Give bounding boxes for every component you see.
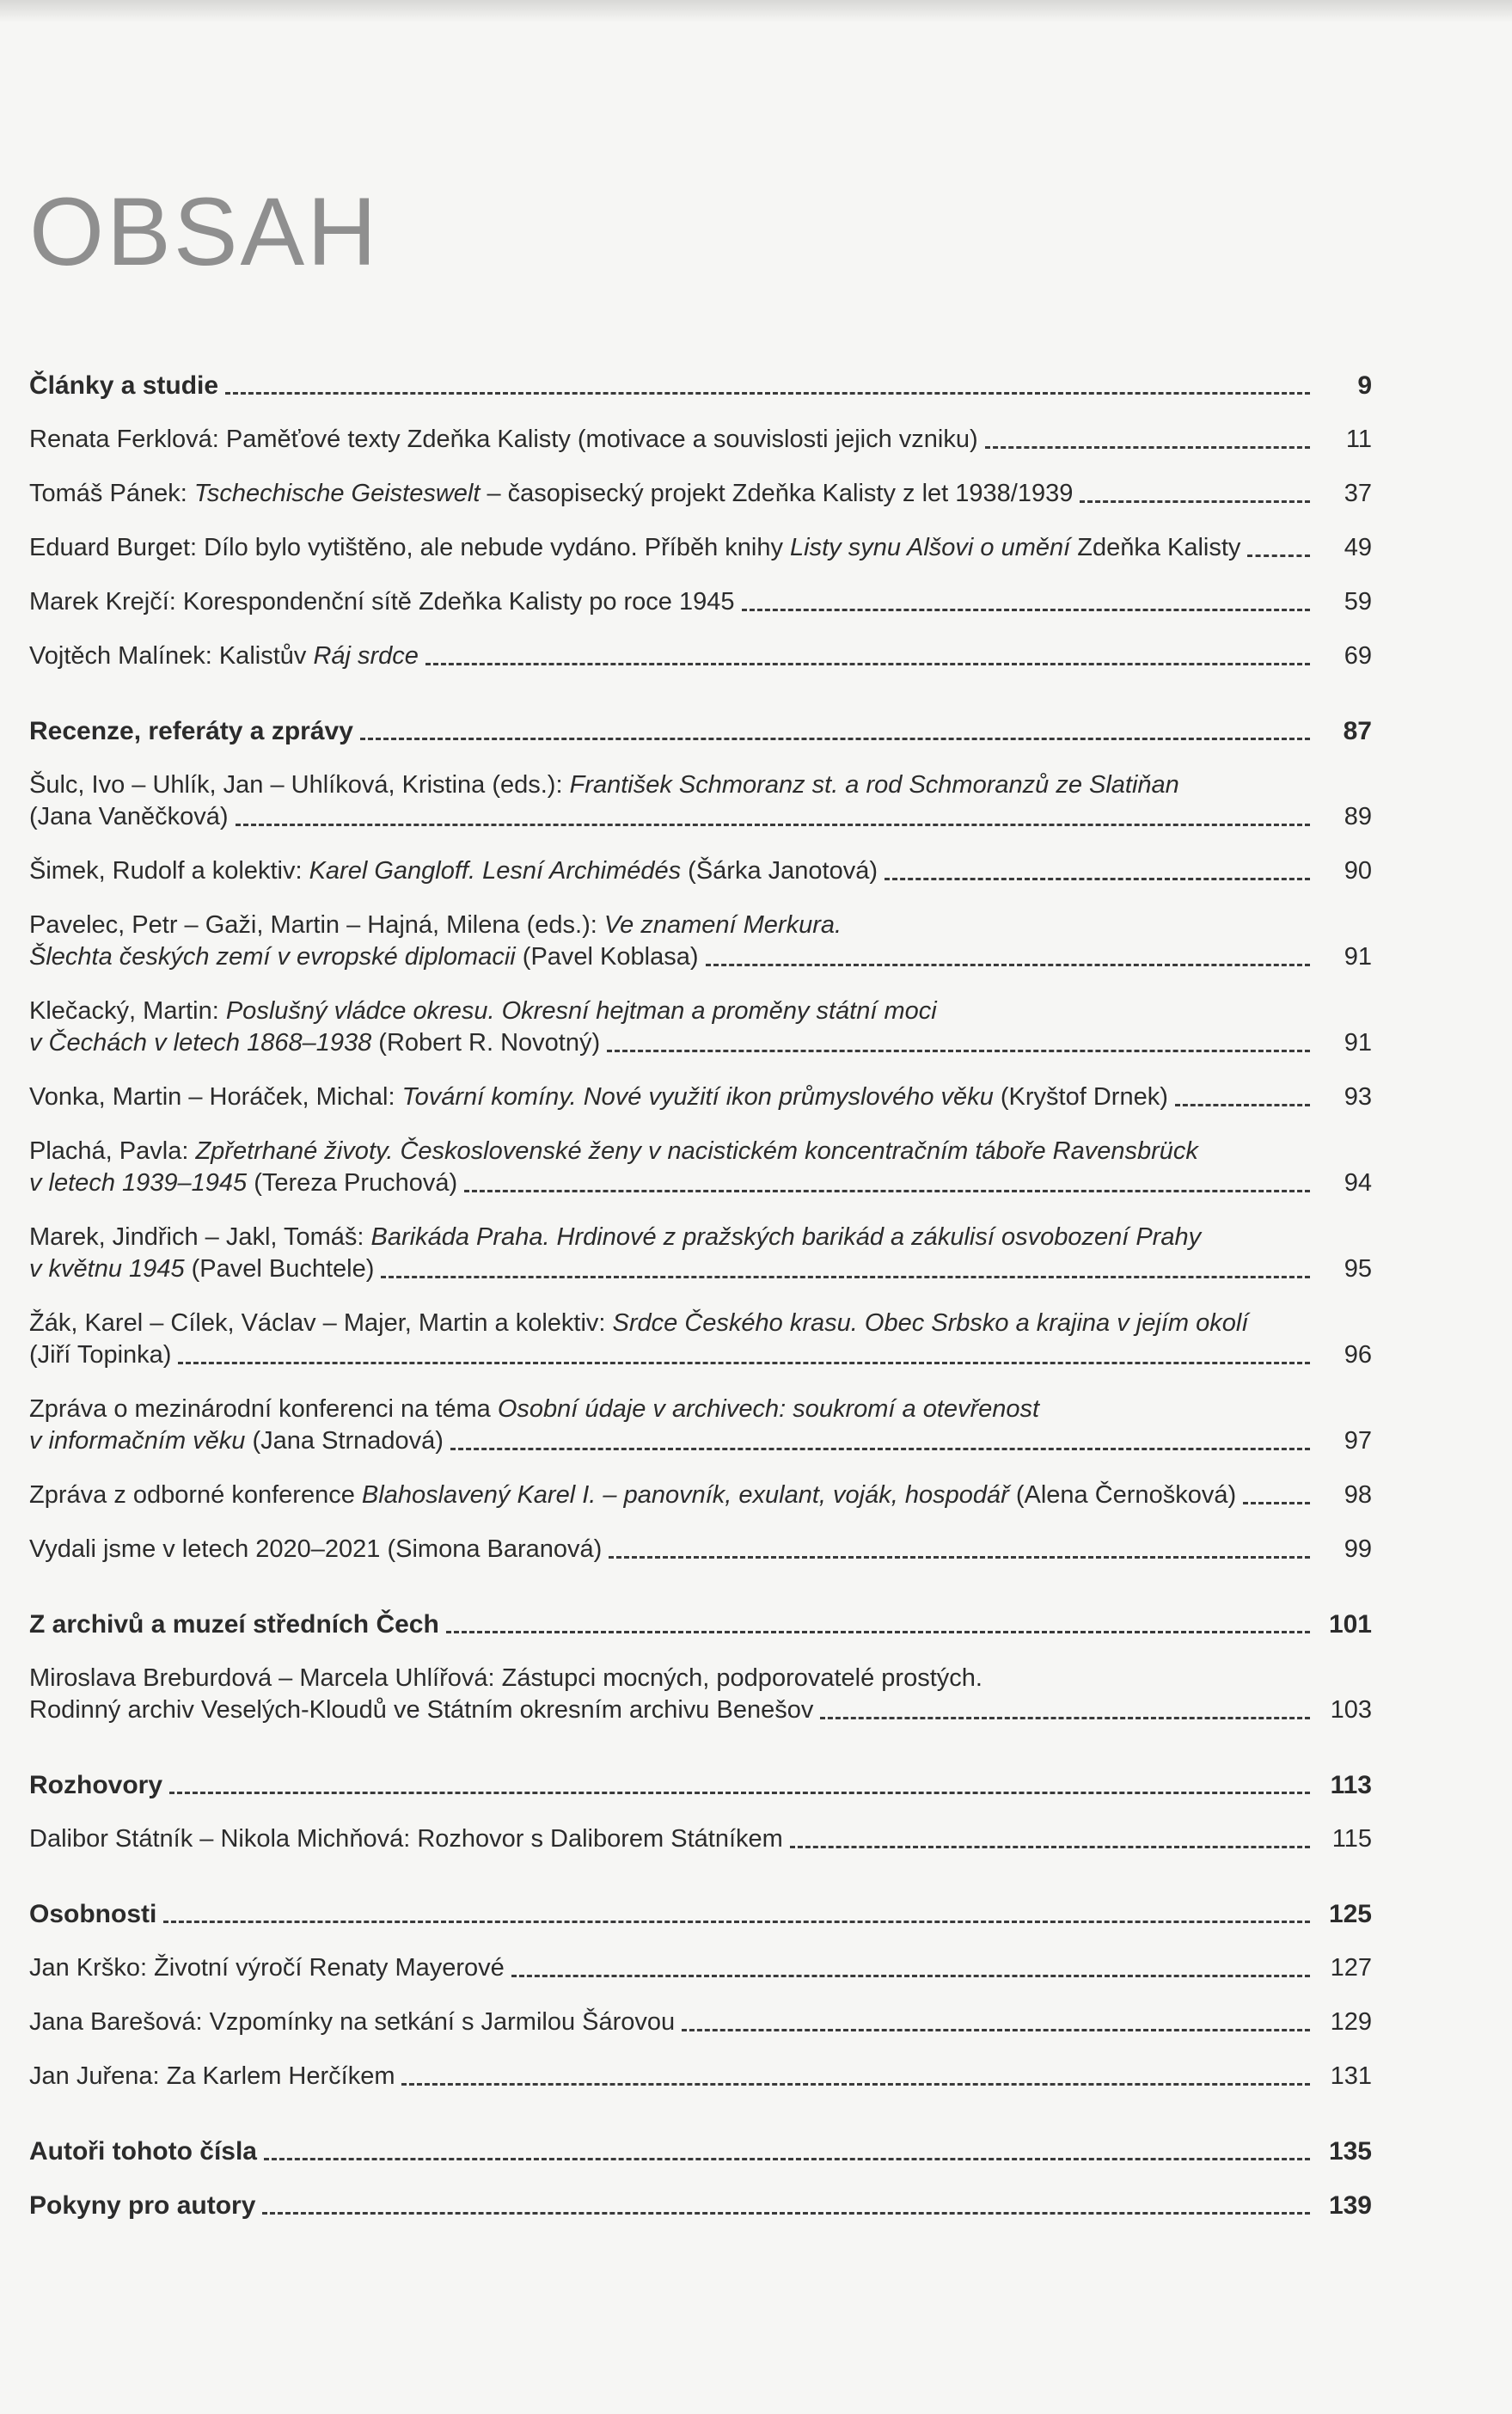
page-number: 37 bbox=[1344, 480, 1372, 507]
dot-leader bbox=[742, 609, 1311, 611]
section-heading-row bbox=[29, 715, 1372, 747]
toc-entry bbox=[29, 1394, 1372, 1457]
entry-title-italic: Poslušný vládce okresu. Okresní hejtman a proměny státní moci bbox=[225, 997, 937, 1025]
section-heading-row bbox=[29, 370, 1372, 401]
dot-leader bbox=[1243, 1502, 1310, 1504]
dot-leader bbox=[985, 446, 1310, 449]
page-number: 91 bbox=[1344, 1029, 1372, 1057]
toc-section bbox=[29, 1608, 1372, 1726]
entry-text bbox=[29, 1534, 602, 1565]
toc-entry-line bbox=[29, 640, 1372, 672]
page-number: 11 bbox=[1345, 426, 1372, 453]
entry-title-italic: Listy synu Alšovi o umění bbox=[790, 534, 1071, 561]
dot-leader bbox=[401, 2083, 1310, 2086]
toc-entry bbox=[29, 1952, 1372, 1984]
entry-text-part: Vydali jsme v letech 2020–2021 (Simona Baranová) bbox=[29, 1535, 603, 1563]
entry-text bbox=[29, 532, 1240, 564]
page-edge-shadow bbox=[0, 0, 1512, 22]
entry-text bbox=[29, 1167, 457, 1199]
toc-entry-line bbox=[29, 424, 1372, 456]
entry-text-part: Šimek, Rudolf a kolektiv: bbox=[29, 857, 309, 885]
entry-text bbox=[29, 1694, 813, 1726]
toc-entry-line bbox=[29, 1027, 1372, 1059]
section-title-text: Z archivů a muzeí středních Čech bbox=[29, 1610, 439, 1639]
toc-entry-line bbox=[29, 1952, 1372, 1984]
section-title-text: Pokyny pro autory bbox=[29, 2191, 256, 2220]
entry-first-line bbox=[29, 769, 1372, 801]
entry-text-part: (Pavel Koblasa) bbox=[515, 943, 699, 971]
dot-leader bbox=[360, 738, 1310, 740]
entry-first-line bbox=[29, 1663, 1372, 1694]
entry-title-italic: Zpřetrhané životy. Československé ženy v nacistickém koncentračním táboře Ravensbrück bbox=[195, 1137, 1198, 1165]
toc-entry bbox=[29, 769, 1372, 833]
toc-entry-line bbox=[29, 1167, 1372, 1199]
toc-entry bbox=[29, 1534, 1372, 1565]
page-number: 94 bbox=[1344, 1169, 1372, 1197]
entry-text bbox=[29, 1027, 600, 1059]
section-title-text: Autoři tohoto čísla bbox=[29, 2137, 257, 2166]
toc-entry bbox=[29, 1308, 1372, 1371]
entry-text-part: Zpráva z odborné konference bbox=[29, 1481, 362, 1509]
entry-text bbox=[29, 1253, 374, 1285]
page-number: 103 bbox=[1330, 1696, 1372, 1724]
toc-entry bbox=[29, 532, 1372, 564]
toc-entry-line bbox=[29, 1081, 1372, 1113]
entry-first-line bbox=[29, 1308, 1372, 1339]
entry-first-line bbox=[29, 1136, 1372, 1167]
section-heading-row bbox=[29, 1898, 1372, 1930]
entry-title-italic: Srdce Českého krasu. Obec Srbsko a krajina v jejím okolí bbox=[612, 1309, 1249, 1337]
entry-title-italic: Karel Gangloff. Lesní Archimédés bbox=[309, 857, 682, 885]
page-number: 135 bbox=[1328, 2137, 1372, 2166]
entry-text-part: (Robert R. Novotný) bbox=[371, 1029, 601, 1057]
toc-entry-line bbox=[29, 1480, 1372, 1511]
entry-title-italic: Šlechta českých zemí v evropské diplomacii bbox=[29, 943, 516, 971]
entry-text bbox=[29, 801, 229, 833]
toc-entry bbox=[29, 1823, 1372, 1855]
toc-entry bbox=[29, 855, 1372, 887]
entry-author: Pavelec, Petr – Gaži, Martin – Hajná, Milena (eds.): bbox=[29, 911, 604, 939]
toc-entry bbox=[29, 996, 1372, 1059]
page-number: 90 bbox=[1344, 857, 1372, 885]
toc-entry-line bbox=[29, 586, 1372, 618]
toc-entry-line bbox=[29, 1823, 1372, 1855]
entry-title-italic: v letech 1939–1945 bbox=[29, 1169, 248, 1197]
entry-text-part: Tomáš Pánek: bbox=[29, 480, 194, 507]
entry-text-part: Renata Ferklová: Paměťové texty Zdeňka Kalisty (motivace a souvislosti jejich vzniku) bbox=[29, 426, 978, 453]
dot-leader bbox=[236, 824, 1310, 826]
page-number: 97 bbox=[1344, 1427, 1372, 1455]
entry-title-italic: Tschechische Geisteswelt bbox=[193, 480, 481, 507]
entry-text-part: Marek Krejčí: Korespondenční sítě Zdeňka Kalisty po roce 1945 bbox=[29, 588, 735, 616]
section-title bbox=[29, 1769, 162, 1801]
entry-text-part: (Alena Černošková) bbox=[1008, 1481, 1237, 1509]
section-title-text: Rozhovory bbox=[29, 1771, 163, 1799]
toc-entry bbox=[29, 2061, 1372, 2092]
entry-title-italic: Blahoslavený Karel I. – panovník, exulant, voják, hospodář bbox=[361, 1481, 1009, 1509]
toc-entry-line bbox=[29, 478, 1372, 510]
toc-entry-line bbox=[29, 1534, 1372, 1565]
toc-entry bbox=[29, 1663, 1372, 1726]
dot-leader bbox=[607, 1050, 1310, 1052]
toc-entry bbox=[29, 1222, 1372, 1285]
dot-leader bbox=[1175, 1104, 1310, 1106]
page-number: 59 bbox=[1344, 588, 1372, 616]
toc-entry-line bbox=[29, 855, 1372, 887]
toc-entry-line bbox=[29, 1253, 1372, 1285]
entry-text-part: Dalibor Státník – Nikola Michňová: Rozhovor s Daliborem Státníkem bbox=[29, 1825, 783, 1853]
page-number: 127 bbox=[1330, 1954, 1372, 1982]
toc-entry-line bbox=[29, 1339, 1372, 1371]
page-number: 91 bbox=[1344, 943, 1372, 971]
entry-text bbox=[29, 586, 735, 618]
entry-title-italic: Barikáda Praha. Hrdinové z pražských barikád a zákulisí osvobození Prahy bbox=[370, 1223, 1202, 1251]
entry-title-italic: František Schmoranz st. a rod Schmoranzů ze Slatiňan bbox=[569, 771, 1179, 799]
entry-text-part: Rodinný archiv Veselých-Kloudů ve Státním okresním archivu Benešov bbox=[29, 1696, 814, 1724]
dot-leader bbox=[163, 1921, 1310, 1923]
table-of-contents bbox=[29, 370, 1372, 2264]
dot-leader bbox=[264, 2158, 1310, 2160]
page-number: 139 bbox=[1328, 2191, 1372, 2220]
toc-section bbox=[29, 1769, 1372, 1855]
toc-entry bbox=[29, 478, 1372, 510]
toc-entry bbox=[29, 910, 1372, 973]
entry-text bbox=[29, 1425, 444, 1457]
entry-text-part: Vojtěch Malínek: Kalistův bbox=[29, 642, 314, 670]
section-heading-row bbox=[29, 1608, 1372, 1640]
page-number: 89 bbox=[1344, 803, 1372, 830]
entry-text bbox=[29, 1823, 783, 1855]
toc-section bbox=[29, 2190, 1372, 2221]
section-title bbox=[29, 1608, 439, 1640]
section-title-text: Články a studie bbox=[29, 371, 219, 400]
entry-title-italic: Osobní údaje v archivech: soukromí a otevřenost bbox=[497, 1395, 1040, 1423]
entry-author: Zpráva o mezinárodní konferenci na téma bbox=[29, 1395, 498, 1423]
entry-text bbox=[29, 941, 699, 973]
entry-author: Šulc, Ivo – Uhlík, Jan – Uhlíková, Kristina (eds.): bbox=[29, 771, 570, 799]
page-number: 131 bbox=[1330, 2062, 1372, 2090]
page-number: 99 bbox=[1344, 1535, 1372, 1563]
page-number: 98 bbox=[1344, 1481, 1372, 1509]
entry-title-italic: Ve znamení Merkura. bbox=[603, 911, 842, 939]
entry-author: Plachá, Pavla: bbox=[29, 1137, 196, 1165]
entry-text bbox=[29, 1339, 171, 1371]
section-heading-row bbox=[29, 2190, 1372, 2221]
dot-leader bbox=[1080, 500, 1310, 503]
entry-text bbox=[29, 2007, 675, 2038]
entry-author: Miroslava Breburdová – Marcela Uhlířová: Zástupci mocných, podporovatelé prostých. bbox=[29, 1664, 982, 1692]
entry-text-part: (Tereza Pruchová) bbox=[247, 1169, 458, 1197]
page-number: 95 bbox=[1344, 1255, 1372, 1283]
dot-leader bbox=[425, 663, 1310, 665]
entry-first-line bbox=[29, 1394, 1372, 1425]
entry-text-part: Jana Barešová: Vzpomínky na setkání s Jarmilou Šárovou bbox=[29, 2008, 676, 2036]
entry-first-line bbox=[29, 996, 1372, 1027]
section-title bbox=[29, 715, 353, 747]
dot-leader bbox=[178, 1362, 1310, 1364]
toc-section bbox=[29, 2135, 1372, 2167]
page-number: 49 bbox=[1344, 534, 1372, 561]
entry-first-line bbox=[29, 1222, 1372, 1253]
section-title bbox=[29, 2135, 257, 2167]
dot-leader bbox=[706, 964, 1310, 966]
toc-entry bbox=[29, 1081, 1372, 1113]
toc-entry-line bbox=[29, 2061, 1372, 2092]
entry-title-italic: v Čechách v letech 1868–1938 bbox=[29, 1029, 372, 1057]
entry-title-italic: Tovární komíny. Nové využití ikon průmyslového věku bbox=[401, 1083, 994, 1111]
toc-entry bbox=[29, 1136, 1372, 1199]
toc-entry bbox=[29, 424, 1372, 456]
dot-leader bbox=[1247, 554, 1310, 557]
section-title bbox=[29, 370, 218, 401]
entry-title-italic: Ráj srdce bbox=[313, 642, 419, 670]
dot-leader bbox=[446, 1631, 1310, 1633]
toc-entry-line bbox=[29, 532, 1372, 564]
page-title: OBSAH bbox=[29, 178, 380, 285]
toc-entry-line bbox=[29, 1694, 1372, 1726]
page-number: 96 bbox=[1344, 1341, 1372, 1369]
entry-text-part: (Jiří Topinka) bbox=[29, 1341, 172, 1369]
entry-text-part: Eduard Burget: Dílo bylo vytištěno, ale nebude vydáno. Příběh knihy bbox=[29, 534, 791, 561]
toc-entry-line bbox=[29, 941, 1372, 973]
entry-text bbox=[29, 2061, 395, 2092]
toc-entry bbox=[29, 1480, 1372, 1511]
dot-leader bbox=[682, 2029, 1310, 2031]
entry-title-italic: v květnu 1945 bbox=[29, 1255, 185, 1283]
dot-leader bbox=[450, 1448, 1310, 1450]
entry-text-part: (Jana Strnadová) bbox=[245, 1427, 444, 1455]
section-heading-row bbox=[29, 2135, 1372, 2167]
section-title bbox=[29, 2190, 255, 2221]
page-number: 9 bbox=[1357, 371, 1372, 400]
toc-entry-line bbox=[29, 2007, 1372, 2038]
entry-title-italic: v informačním věku bbox=[29, 1427, 246, 1455]
section-title-text: Osobnosti bbox=[29, 1900, 157, 1928]
entry-text-part: Jan Juřena: Za Karlem Herčíkem bbox=[29, 2062, 395, 2090]
dot-leader bbox=[790, 1846, 1310, 1848]
entry-text-part: Jan Krško: Životní výročí Renaty Mayerové bbox=[29, 1954, 505, 1982]
page-number: 115 bbox=[1331, 1825, 1372, 1853]
page-number: 101 bbox=[1328, 1610, 1372, 1639]
entry-text-part: Vonka, Martin – Horáček, Michal: bbox=[29, 1083, 402, 1111]
page-number: 125 bbox=[1328, 1900, 1372, 1928]
dot-leader bbox=[885, 878, 1310, 880]
entry-text bbox=[29, 1081, 1168, 1113]
entry-text bbox=[29, 640, 419, 672]
entry-text-part: (Kryštof Drnek) bbox=[993, 1083, 1168, 1111]
entry-text bbox=[29, 1952, 505, 1984]
dot-leader bbox=[511, 1975, 1310, 1977]
entry-text-part: (Jana Vaněčková) bbox=[29, 803, 229, 830]
toc-section bbox=[29, 715, 1372, 1565]
section-title-text: Recenze, referáty a zprávy bbox=[29, 717, 353, 745]
toc-section bbox=[29, 370, 1372, 672]
dot-leader bbox=[169, 1792, 1310, 1794]
toc-entry-line bbox=[29, 801, 1372, 833]
dot-leader bbox=[262, 2212, 1310, 2215]
section-title bbox=[29, 1898, 156, 1930]
section-heading-row bbox=[29, 1769, 1372, 1801]
entry-text-part: (Šárka Janotová) bbox=[681, 857, 878, 885]
entry-text bbox=[29, 478, 1073, 510]
toc-entry-line bbox=[29, 1425, 1372, 1457]
dot-leader bbox=[820, 1717, 1310, 1719]
entry-text-part: (Pavel Buchtele) bbox=[184, 1255, 375, 1283]
dot-leader bbox=[464, 1190, 1310, 1192]
dot-leader bbox=[225, 392, 1310, 395]
page-number: 93 bbox=[1344, 1083, 1372, 1111]
entry-text bbox=[29, 1480, 1236, 1511]
toc-entry bbox=[29, 2007, 1372, 2038]
entry-text-part: – časopisecký projekt Zdeňka Kalisty z let 1938/1939 bbox=[480, 480, 1074, 507]
toc-entry bbox=[29, 640, 1372, 672]
entry-text-part: Zdeňka Kalisty bbox=[1070, 534, 1241, 561]
toc-entry bbox=[29, 586, 1372, 618]
page-number: 113 bbox=[1330, 1771, 1372, 1799]
dot-leader bbox=[381, 1276, 1310, 1278]
toc-section bbox=[29, 1898, 1372, 2092]
entry-text bbox=[29, 855, 878, 887]
entry-author: Marek, Jindřich – Jakl, Tomáš: bbox=[29, 1223, 371, 1251]
entry-text bbox=[29, 424, 978, 456]
entry-author: Žák, Karel – Cílek, Václav – Majer, Martin a kolektiv: bbox=[29, 1309, 613, 1337]
entry-first-line bbox=[29, 910, 1372, 941]
page-number: 129 bbox=[1330, 2008, 1372, 2036]
page-number: 87 bbox=[1343, 717, 1372, 745]
page-number: 69 bbox=[1344, 642, 1372, 670]
dot-leader bbox=[609, 1556, 1310, 1559]
entry-author: Klečacký, Martin: bbox=[29, 997, 226, 1025]
